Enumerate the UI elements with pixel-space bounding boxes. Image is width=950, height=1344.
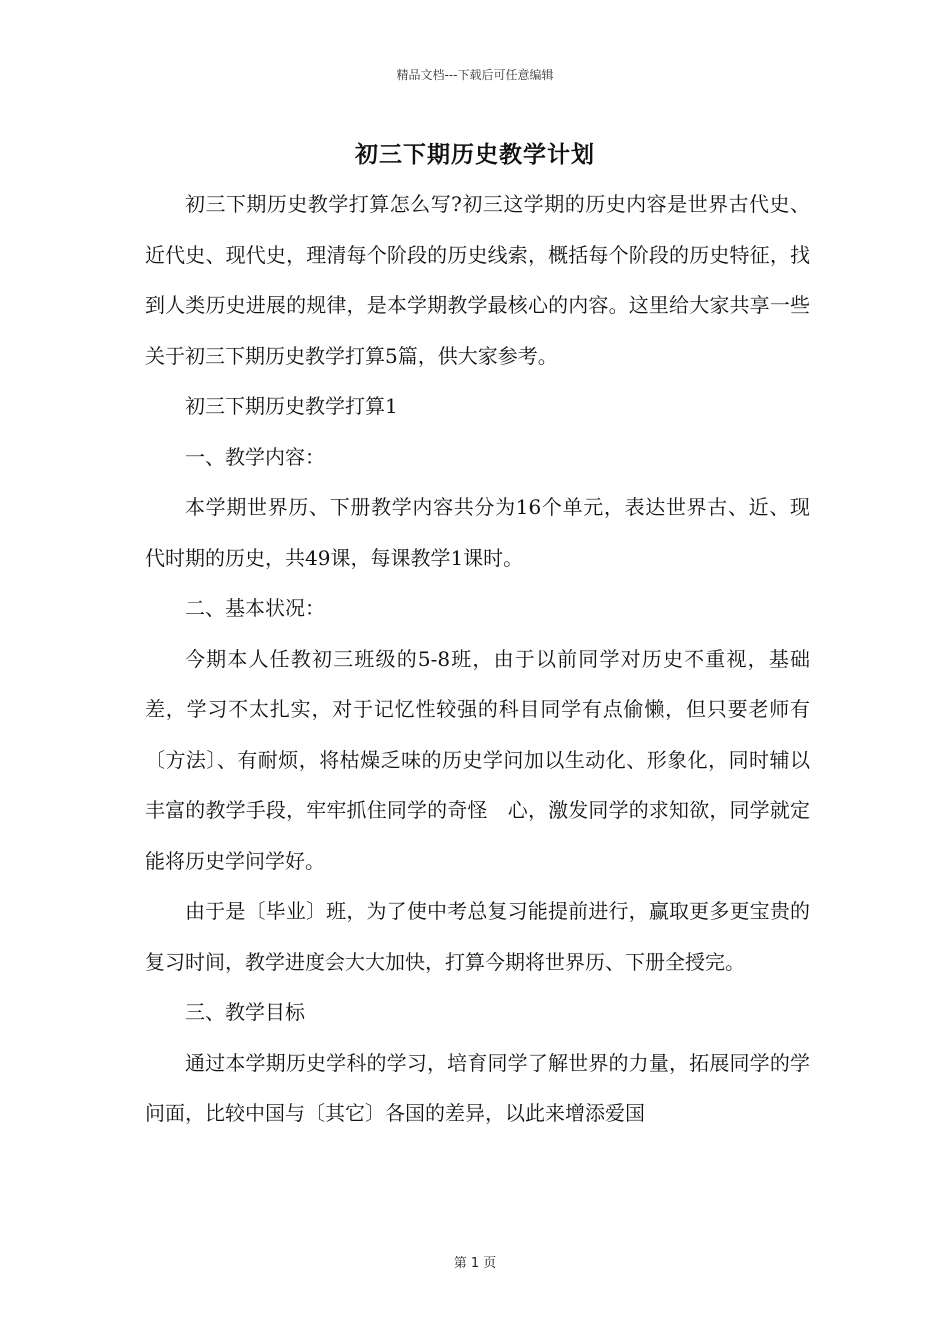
paragraph-goals: 通过本学期历史学科的学习，培育同学了解世界的力量，拓展同学的学问面，比较中国与〔其它〕各国的差异，以此来增添爱国	[145, 1050, 810, 1125]
section-heading-content: 一、教学内容：	[185, 444, 325, 469]
paragraph-graduation: 由于是〔毕业〕班，为了使中考总复习能提前进行，赢取更多更宝贵的复习时间，教学进度会大大加快，打算今期将世界历、下册全授完。	[145, 899, 810, 974]
paragraph-situation: 今期本人任教初三班级的5-8班，由于以前同学对历史不重视，基础差，学习不太扎实，对于记忆性较强的科目同学有点偷懒，但只要老师有〔方法〕、有耐烦，将枯燥乏味的历史学问加以生动化、形象化，同时辅以丰富的教学手段，牢牢抓住同学的奇怪 心，激发同学的求知欲，同学就定能将历史学问学好。	[145, 646, 810, 873]
paragraph-plan-heading: 初三下期历史教学打算1	[185, 394, 398, 418]
paragraph-content: 本学期世界历、下册教学内容共分为16个单元，表达世界古、近、现代时期的历史，共49课，每课教学1课时。	[145, 495, 810, 570]
document-body	[145, 179, 810, 1139]
section-heading-situation: 二、基本状况：	[185, 596, 325, 620]
section-heading-goals: 三、教学目标	[185, 1000, 305, 1024]
document-title: 初三下期历史教学计划	[355, 141, 595, 168]
page-number: 第 1 页	[453, 1256, 497, 1271]
paragraph-intro: 初三下期历史教学打算怎么写?初三这学期的历史内容是世界古代史、近代史、现代史，理清每个阶段的历史线索，概括每个阶段的历史特征，找到人类历史进展的规律，是本学期教学最核心的内容。这里给大家共享一些关于初三下期历史教学打算5篇，供大家参考。	[145, 192, 810, 368]
page-header: 精品文档---下载后可任意编辑	[396, 68, 554, 82]
